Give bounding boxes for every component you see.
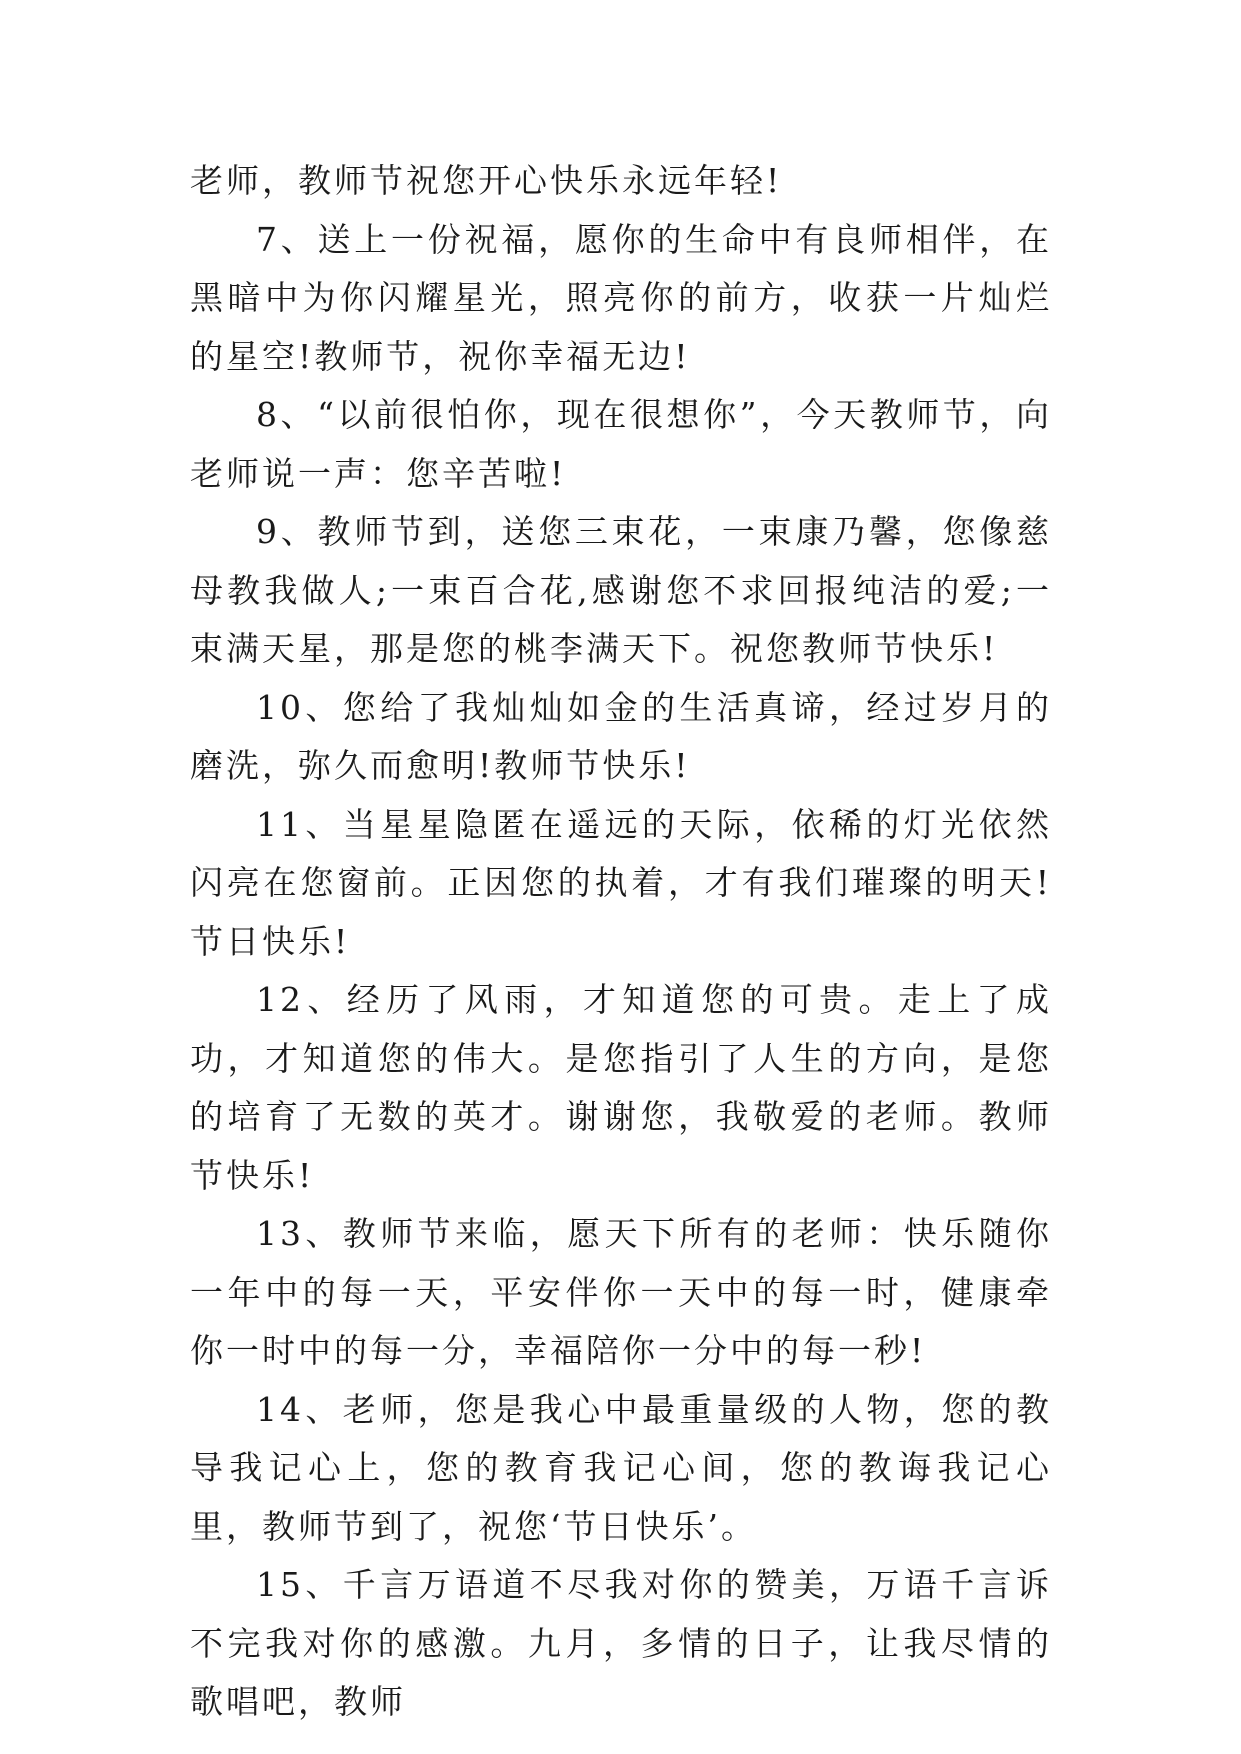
paragraph-item-9: 9、教师节到，送您三束花，一束康乃馨，您像慈母教我做人;一束百合花,感谢您不求回报纯洁的爱;一束满天星，那是您的桃李满天下。祝您教师节快乐! [190, 512, 1052, 668]
paragraph-item-13: 13、教师节来临，愿天下所有的老师：快乐随你一年中的每一天，平安伴你一天中的每一时，健康牵你一时中的每一分，幸福陪你一分中的每一秒! [190, 1214, 1052, 1370]
paragraph-item-7: 7、送上一份祝福，愿你的生命中有良师相伴，在黑暗中为你闪耀星光，照亮你的前方，收获一片灿烂的星空!教师节，祝你幸福无边! [190, 219, 1052, 376]
paragraph-item-14: 14、老师，您是我心中最重量级的人物，您的教导我记心上，您的教育我记心间，您的教诲我记心里，教师节到了，祝您‘节日快乐’。 [190, 1389, 1052, 1546]
paragraph-item-11: 11、当星星隐匿在遥远的天际，依稀的灯光依然闪亮在您窗前。正因您的执着，才有我们璀璨的明天!节日快乐! [190, 804, 1052, 961]
document-body [190, 152, 1052, 1732]
paragraph-item-15: 15、千言万语道不尽我对你的赞美，万语千言诉不完我对你的感激。九月，多情的日子，让我尽情的歌唱吧，教师 [190, 1565, 1052, 1721]
paragraph-item-8: 8、“以前很怕你，现在很想你”，今天教师节，向老师说一声：您辛苦啦! [190, 395, 1052, 493]
paragraph-item-10: 10、您给了我灿灿如金的生活真谛，经过岁月的磨洗，弥久而愈明!教师节快乐! [190, 687, 1052, 785]
paragraph-item-12: 12、经历了风雨，才知道您的可贵。走上了成功，才知道您的伟大。是您指引了人生的方向，是您的培育了无数的英才。谢谢您，我敬爱的老师。教师节快乐! [190, 980, 1052, 1195]
paragraph-continuation: 老师，教师节祝您开心快乐永远年轻! [190, 161, 783, 200]
